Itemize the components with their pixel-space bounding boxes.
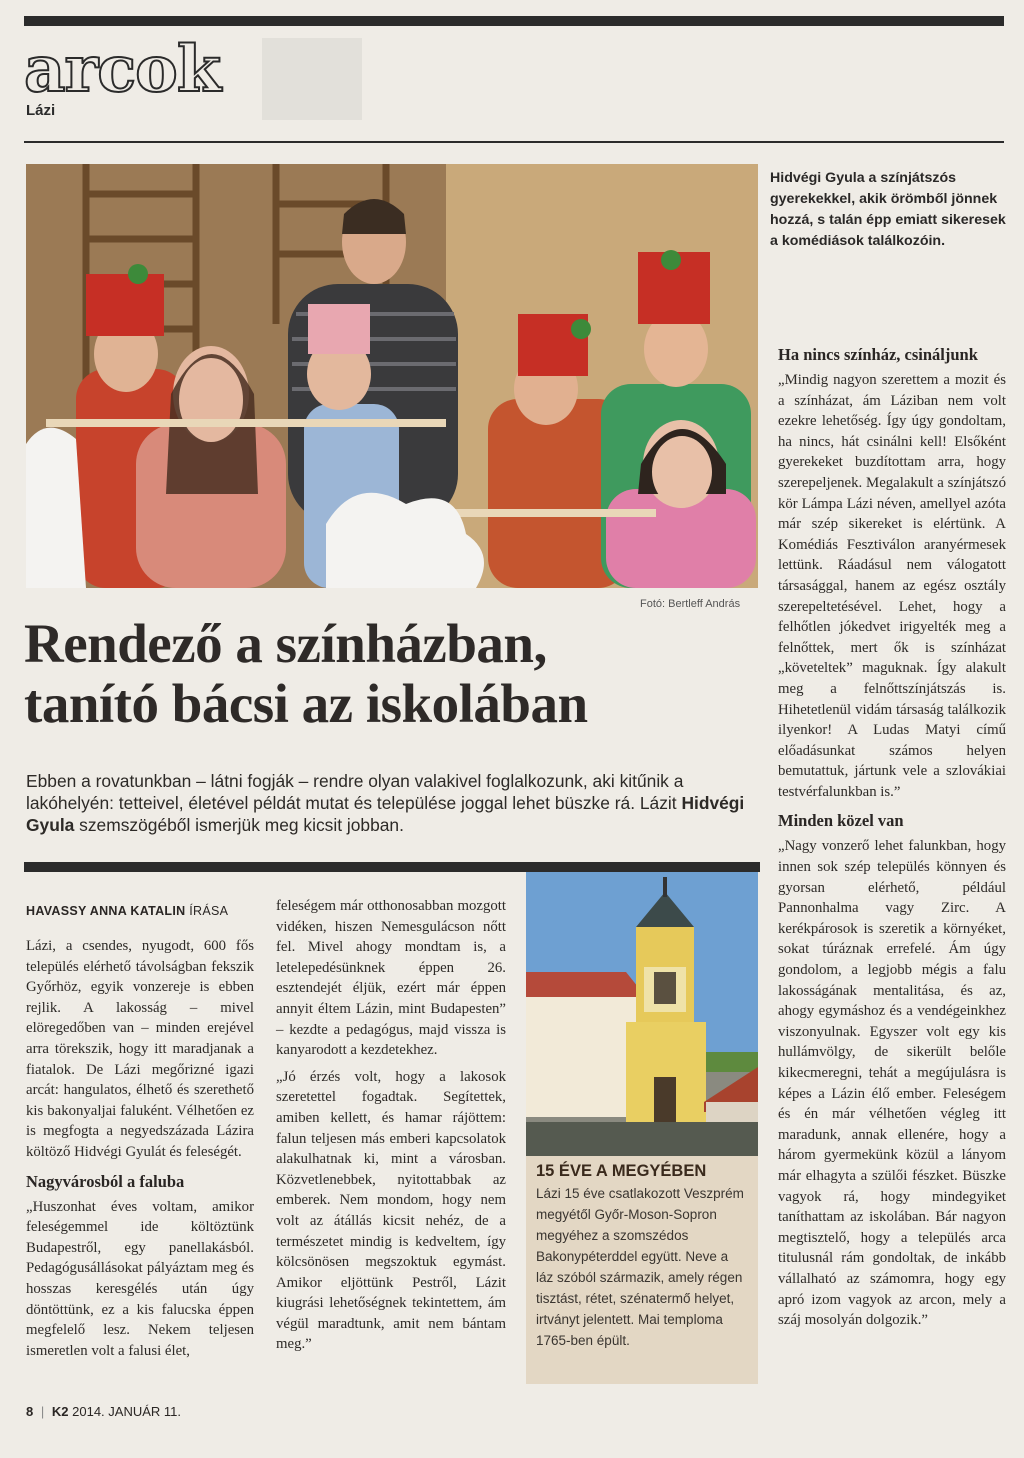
paper-name: K2 xyxy=(51,1404,69,1419)
page-footer xyxy=(26,1404,181,1419)
col3-subhead-2: Minden közel van xyxy=(778,811,904,831)
column-3 xyxy=(778,344,1006,1331)
col3-paragraph-2: „Nagy vonzerő lehet falunkban, hogy innen sok szép település könnyen és gyorsan elérhető, például Pannonhalma vagy Zirc. A kerékpárosok is szeretik a környéket, sokat túráznak errefelé. Ám úgy gondolom, a legjobb mégis a falu lakosságának mentalitása, és az, ahogy egymáshoz és a vendégeinkhez viszonyulnak. Egyszer volt egy kis hullámvölgy, de sikerült belőle kikecmeregni, tehát a megújulásra is képes a Lázin élő ember. Feleségem és én már vélhetően végleg itt maradunk, annak ellenére, hogy a három gyermekünk közül a lányom már elhagyta a szülői fészket. Büszke vagyok rá, hogy mindegyiket taníthattam az iskolában. Bár nagyon megtisztelő, hogy a település arca titulusnál rám gondoltak, de inkább vállalható az számomra, hogy egy apró izom vagyok az arcon, mely a száj mosolyán dolgozik.” xyxy=(778,838,1006,1329)
headline-line-2: tanító bácsi az iskolában xyxy=(24,673,588,734)
headline xyxy=(24,614,764,734)
photo-caption: Hidvégi Gyula a színjátszós gyerekekkel, akik örömből jönnek hozzá, s talán épp emiatt sikeresek a komédiások találkozóin. xyxy=(770,170,1006,249)
photo-illustration xyxy=(26,164,758,588)
page-number: 8 xyxy=(26,1404,34,1419)
col3-paragraph-1: „Mindig nagyon szerettem a mozit és a színházat, ám Láziban nem volt ezekre lehetőség. Így úgy gondoltam, ha nincs, hát csinálni kell! Elsőként gyerekeket buzdítottam arra, hogy szerepeljenek. Megalakult a színjátszó kör Lámpa Lázi néven, amellyel azóta már szép sikereket is elértünk. A Komédiás Fesztiválon aranyérmesek lettünk. Ráadásul nem válogatott társasággal, hanem az egész osztály szerepeltetésével. Lehet, hogy a felhőtlen jókedvet irigyelték meg a felnőttek, mert ők is színházat „követeltek” maguknak. Így alakult meg a felnőttszínjátszás is. Hihetetlenül vidám társaság találkozik ilyenkor! A Ludas Matyi című előadásunkat számos helyen bemutattuk, jártunk vele a szlovákiai testvérfalunkban is.” xyxy=(778,372,1006,800)
issue-date: 2014. JANUÁR 11. xyxy=(72,1404,181,1419)
byline-suffix: ÍRÁSA xyxy=(185,904,229,918)
lead-name: Hidvégi Gyula xyxy=(26,793,745,835)
column-2 xyxy=(276,896,506,1355)
column-1 xyxy=(26,936,254,1361)
top-rule xyxy=(24,16,1004,26)
col2-paragraph-1: feleségem már otthonosabban mozgott vidéken, hiszen Nemesgulácson nőtt fel. Mivel ahogy mondtam is, a letelepedésünknek éppen 26. esztendejét éljük, ezért már éppen annyit éltem Lázin, mint Budapesten” – kezdte a pedagógus, majd vissza is kanyarodott a kezdetekhez. xyxy=(276,898,506,1059)
footer-separator: | xyxy=(40,1404,45,1419)
col2-paragraph-2: „Jó érzés volt, hogy a lakosok szeretettel fogadtak. Segítettek, amiben kellett, és hamar rájöttem: falun teljesen más emberi kapcsolatok alakulhatnak ki, mint a városban. Közvetlenebbek, nyitottabbak az emberek. Nem mondom, hogy nem volt az átállás kicsit nehéz, de a természetet mindig is kedveltem, így kölcsönösen megszoktuk egymást. Amikor eljöttünk Pestről, Lázit kiugrási lehetőségnek tekintettem, ám végül maradtunk, amit nem bántam meg.” xyxy=(276,1068,506,1353)
main-photo xyxy=(26,164,758,588)
church-photo xyxy=(526,872,758,1156)
headline-line-1: Rendező a színházban, xyxy=(24,613,547,674)
info-box xyxy=(526,1156,758,1384)
photo-credit: Fotó: Bertleff András xyxy=(640,598,741,610)
masthead-rule xyxy=(24,141,1004,143)
byline xyxy=(26,904,228,918)
col1-paragraph-1: Lázi, a csendes, nyugodt, 600 fős település elérhető távolságban fekszik Győrhöz, egyik vonzereje is ebben rejlik. A lakosság – mivel elöregedőben van – minden erejével arra törekszik, hogy itt maradjanak a fiatalok. De Lázi megőrizné igazi arcát: hangulatos, élhető és szerethető kis bakonyaljai faluként. Vélhetően ez is megfogta a negyedszázada Lázira költöző Hidvégi Gyulát és feleségét. xyxy=(26,938,254,1160)
lead-part-2: szemszögéből ismerjük meg kicsit jobban. xyxy=(74,815,404,835)
info-box-body: Lázi 15 éve csatlakozott Veszprém megyétől Győr-Moson-Sopron megyéhez a szomszédos Bakonypéterddel együtt. Neve a láz szóból származik, amely régen tisztást, rétet, szénatermő helyet, irtványt jelentett. Mai temploma 1765-ben épült. xyxy=(536,1186,744,1348)
section-title: arcok xyxy=(24,32,221,107)
body-rule xyxy=(24,862,760,872)
byline-author: HAVASSY ANNA KATALIN xyxy=(26,904,186,918)
place-name: Lázi xyxy=(26,102,56,119)
col1-subhead: Nagyvárosból a faluba xyxy=(26,1171,185,1191)
lead-paragraph xyxy=(26,770,766,836)
church-illustration xyxy=(526,872,758,1156)
col1-paragraph-2: „Huszonhat éves voltam, amikor feleségemmel ide költöztünk Budapestről, egy panellakásból. Pedagógusállásokat pályáztam meg és hosszas keresgélés után úgy döntöttünk, ez a kis falucska éppen megfelelő lesz. Nekem teljesen ismeretlen volt a falusi élet, xyxy=(26,1198,254,1359)
show-through-ghost xyxy=(262,38,362,120)
lead-part-1: Ebben a rovatunkban – látni fogják – rendre olyan valakivel foglalkozunk, aki kitűnik a lakóhelyén: tetteivel, életével példát mutat és települése joggal lehet büszke rá. Lázit xyxy=(26,771,684,813)
col3-subhead-1: Ha nincs színház, csináljunk xyxy=(778,345,978,364)
info-box-title: 15 ÉVE A MEGYÉBEN xyxy=(536,1162,707,1180)
